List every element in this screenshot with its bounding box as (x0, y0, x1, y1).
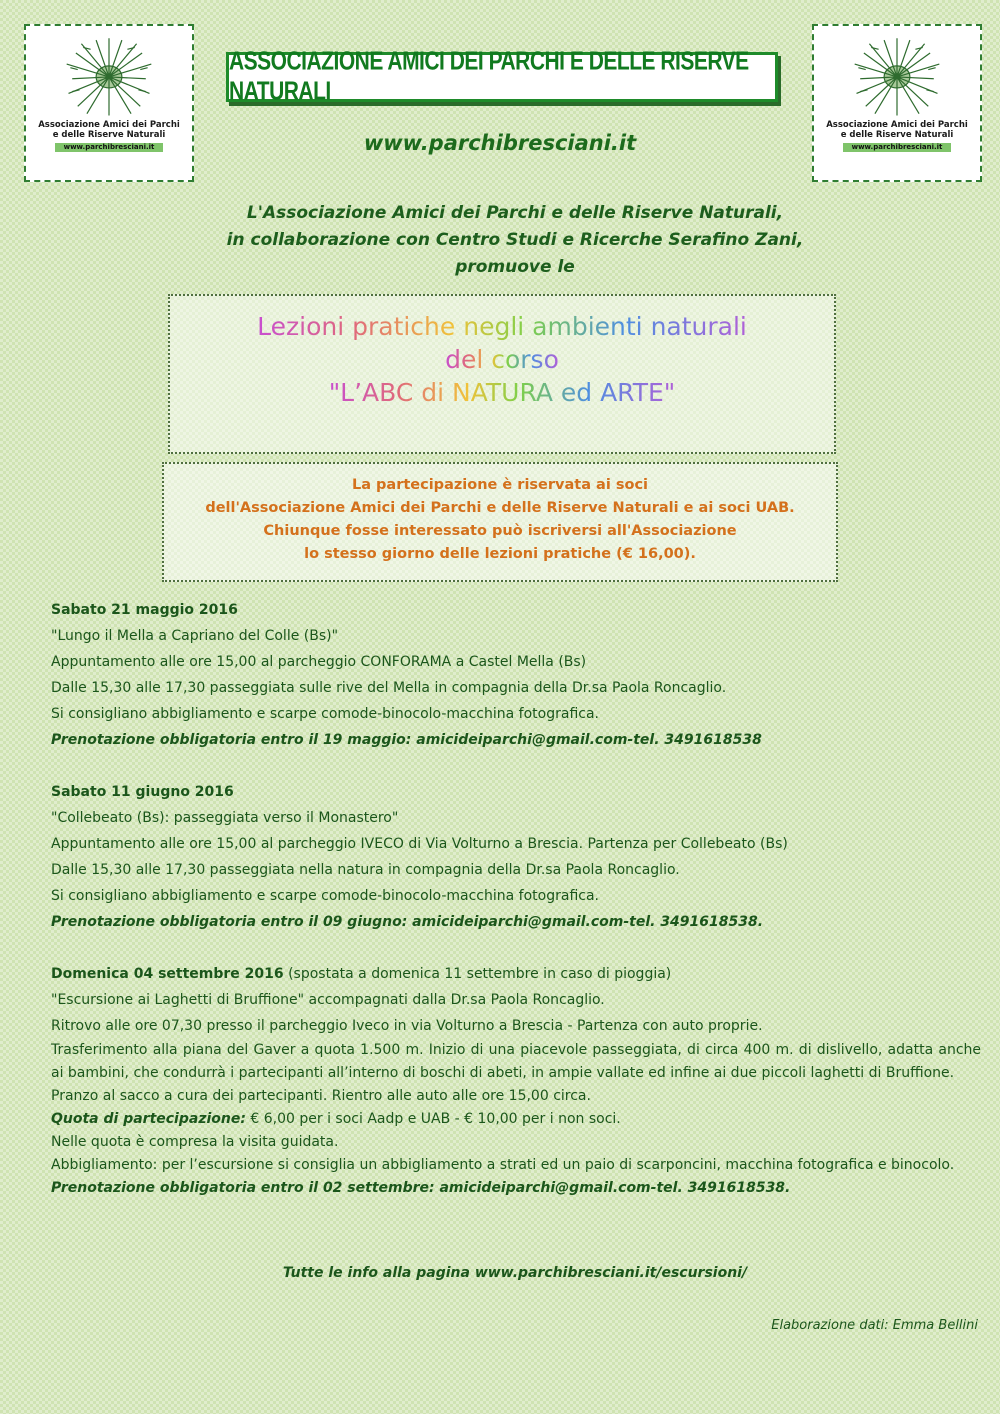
event-booking: Prenotazione obbligatoria entro il 02 settembre: amicideiparchi@gmail.com-tel. 3491618538. (51, 1180, 791, 1196)
notice-line: Chiunque fosse interessato può iscriversi all'Associazione (263, 523, 737, 539)
event-item (51, 779, 981, 935)
association-banner (226, 47, 778, 106)
events-list (51, 597, 981, 1200)
event-lunch: Pranzo al sacco a cura dei partecipanti. Rientro alle auto alle ore 15,00 circa. (51, 1088, 591, 1104)
event-booking: Prenotazione obbligatoria entro il 19 maggio: amicideiparchi@gmail.com-tel. 3491618538 (51, 732, 762, 748)
event-date: Domenica 04 settembre 2016 (51, 966, 284, 982)
logo-name: Associazione Amici dei Parchi e delle Riserve Naturali (38, 120, 180, 140)
thistle-logo-icon (851, 36, 943, 116)
logo-url: www.parchibresciani.it (843, 143, 951, 152)
logo-url: www.parchibresciani.it (55, 143, 163, 152)
event-meeting: Appuntamento alle ore 15,00 al parcheggio IVECO di Via Volturno a Brescia. Partenza per Collebeato (Bs) (51, 836, 788, 852)
intro-text (0, 200, 1000, 281)
event-guide: Nelle quota è compresa la visita guidata. (51, 1134, 339, 1150)
intro-line: promuove le (455, 257, 575, 277)
course-title-line: "L’ABC di NATURA ed ARTE" (328, 378, 676, 407)
event-clothing: Abbigliamento: per l’escursione si consiglia un abbigliamento a strati ed un paio di scarponcini, macchina fotografica e binocolo. (51, 1157, 955, 1173)
logo-name: Associazione Amici dei Parchi e delle Riserve Naturali (826, 120, 968, 140)
notice-line: lo stesso giorno delle lezioni pratiche (€ 16,00). (304, 546, 696, 562)
event-item (51, 597, 981, 753)
event-walk: Dalle 15,30 alle 17,30 passeggiata nella natura in compagnia della Dr.sa Paola Roncaglio. (51, 862, 680, 878)
thistle-logo-icon (63, 36, 155, 116)
logo-right (812, 24, 982, 182)
event-title: "Collebeato (Bs): passeggiata verso il Monastero" (51, 810, 399, 826)
event-item (51, 961, 981, 1200)
event-title: "Lungo il Mella a Capriano del Colle (Bs)" (51, 628, 339, 644)
intro-line: L'Associazione Amici dei Parchi e delle Riserve Naturali, (246, 203, 784, 223)
footer-info[interactable]: Tutte le info alla pagina www.parchibresciani.it/escursioni/ (282, 1265, 748, 1281)
event-description: Trasferimento alla piana del Gaver a quota 1.500 m. Inizio di una piacevole passeggiata, di circa 400 m. di dislivello, adatta anche ai bambini, che condurrà i partecipanti all’interno di boschi di abeti, in ampie vallate ed infine ai due piccoli laghetti di Bruffione. (51, 1042, 981, 1081)
event-date-note: (spostata a domenica 11 settembre in caso di pioggia) (283, 966, 672, 982)
logo-left (24, 24, 194, 182)
course-title-box (168, 294, 836, 454)
event-meeting: Appuntamento alle ore 15,00 al parcheggio CONFORAMA a Castel Mella (Bs) (51, 654, 587, 670)
event-fee-label: Quota di partecipazione: (51, 1111, 246, 1127)
event-date: Sabato 21 maggio 2016 (51, 602, 238, 618)
course-title-line: Lezioni pratiche negli ambienti naturali (257, 312, 747, 341)
event-fee-value: € 6,00 per i soci Aadp e UAB - € 10,00 per i non soci. (245, 1111, 621, 1127)
credit-text: Elaborazione dati: Emma Bellini (771, 1318, 978, 1333)
event-date: Sabato 11 giugno 2016 (51, 784, 234, 800)
notice-line: La partecipazione è riservata ai soci (351, 477, 649, 493)
participation-notice (162, 462, 838, 582)
event-title: "Escursione ai Laghetti di Bruffione" accompagnati dalla Dr.sa Paola Roncaglio. (51, 992, 605, 1008)
website-url[interactable]: www.parchibresciani.it (363, 131, 637, 155)
event-walk: Dalle 15,30 alle 17,30 passeggiata sulle rive del Mella in compagnia della Dr.sa Paola Roncaglio. (51, 680, 727, 696)
event-advice: Si consigliano abbigliamento e scarpe comode-binocolo-macchina fotografica. (51, 706, 599, 722)
event-advice: Si consigliano abbigliamento e scarpe comode-binocolo-macchina fotografica. (51, 888, 599, 904)
event-booking: Prenotazione obbligatoria entro il 09 giugno: amicideiparchi@gmail.com-tel. 3491618538. (51, 914, 764, 930)
banner-title: ASSOCIAZIONE AMICI DEI PARCHI E DELLE RISERVE NATURALI (229, 47, 749, 106)
notice-line: dell'Associazione Amici dei Parchi e delle Riserve Naturali e ai soci UAB. (205, 500, 795, 516)
course-title-line: del corso (445, 345, 559, 374)
event-meeting: Ritrovo alle ore 07,30 presso il parcheggio Iveco in via Volturno a Brescia - Partenza con auto proprie. (51, 1018, 763, 1034)
intro-line: in collaborazione con Centro Studi e Ricerche Serafino Zani, (226, 230, 804, 250)
